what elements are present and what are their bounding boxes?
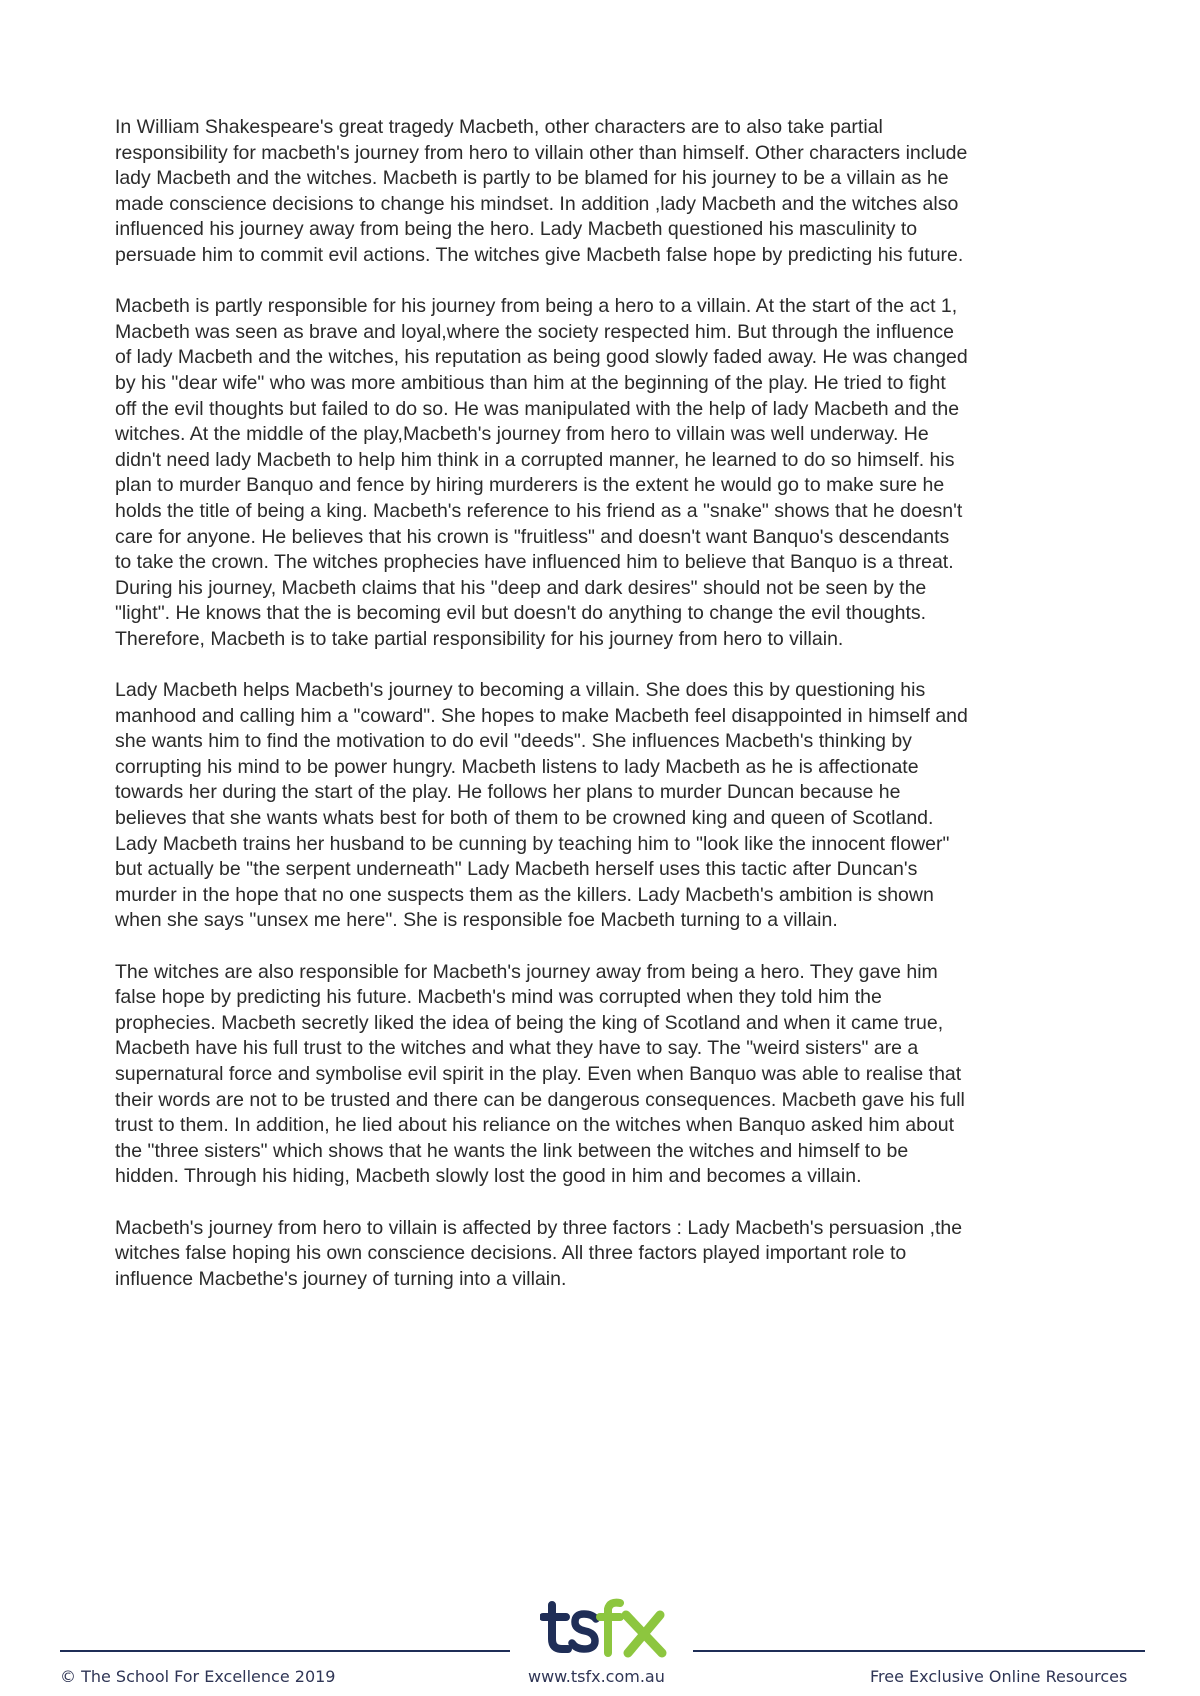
conclusion-paragraph: Macbeth's journey from hero to villain is affected by three factors : Lady Macbeth's persuasion ,the witches false hoping his own conscience decisions. All three factors played important role to influence Macbethe's journey of turning into a villain. bbox=[115, 1216, 963, 1290]
lady-macbeth-paragraph: Lady Macbeth helps Macbeth's journey to becoming a villain. She does this by questioning his manhood and calling him a "coward". She hopes to make Macbeth feel disappointed in himself and she wants him to find the motivation to do evil "deeds". She influences Macbeth's thinking by corrupting his mind to be power hungry. Macbeth listens to lady Macbeth as he is affectionate towards her during the start of the play. He follows her plans to murder Duncan because he believes that she wants whats best for both of them to be crowned king and queen of Scotland. Lady Macbeth trains her husband to be cunning by teaching him to "look like the innocent flower" but actually be "the serpent underneath" Lady Macbeth herself uses this tactic after Duncan's murder in the hope that no one suspects them as the killers. Lady Macbeth's ambition is shown when she says "unsex me here". She is responsible foe Macbeth turning to a villain. bbox=[115, 679, 968, 932]
witches-paragraph: The witches are also responsible for Macbeth's journey away from being a hero. They gave him false hope by predicting his future. Macbeth's mind was corrupted when they told him the prophecies. Macbeth secretly liked the idea of being the king of Scotland and when it came true, Macbeth have his full trust to the witches and what they have to say. The "weird sisters" are a supernatural force and symbolise evil spirit in the play. Even when Banquo was able to realise that their words are not to be trusted and there can be dangerous consequences. Macbeth gave his full trust to them. In addition, he lied about his reliance on the witches when Banquo asked him about the "three sisters" which shows that he wants the link between the witches and himself to be hidden. Through his hiding, Macbeth slowly lost the good in him and becomes a villain. bbox=[115, 960, 965, 1188]
page-footer bbox=[0, 1595, 1200, 1696]
website-link[interactable]: www.tsfx.com.au bbox=[528, 1667, 665, 1686]
footer-divider-left bbox=[60, 1650, 510, 1652]
resources-tagline: Free Exclusive Online Resources bbox=[870, 1667, 1128, 1686]
tsfx-logo bbox=[540, 1595, 670, 1661]
intro-paragraph: In William Shakespeare's great tragedy Macbeth, other characters are to also take partial responsibility for macbeth's journey from hero to villain other than himself. Other characters include lady Macbeth and the witches. Macbeth is partly to be blamed for his journey to be a villain as he made conscience decisions to change his mindset. In addition ,lady Macbeth and the witches also influenced his journey away from being the hero. Lady Macbeth questioned his masculinity to persuade him to commit evil actions. The witches give Macbeth false hope by predicting his future. bbox=[115, 116, 968, 266]
essay-body bbox=[115, 115, 1095, 1318]
macbeth-responsibility-paragraph: Macbeth is partly responsible for his journey from being a hero to a villain. At the start of the act 1, Macbeth was seen as brave and loyal,where the society respected him. But through the influence of lady Macbeth and the witches, his reputation as being good slowly faded away. He was changed by his "dear wife" who was more ambitious than him at the beginning of the play. He tried to fight off the evil thoughts but failed to do so. He was manipulated with the help of lady Macbeth and the witches. At the middle of the play,Macbeth's journey from hero to villain was well underway. He didn't need lady Macbeth to help him think in a corrupted manner, he learned to do so himself. his plan to murder Banquo and fence by hiring murderers is the extent he would go to make sure he holds the title of being a king. Macbeth's reference to his friend as a "snake" shows that he doesn't care for anyone. He believes that his crown is "fruitless" and doesn't want Banquo's descendants to take the crown. The witches prophecies have influenced him to believe that Banquo is a threat. During his journey, Macbeth claims that his "deep and dark desires" should not be seen by the "light". He knows that the is becoming evil but doesn't do anything to change the evil thoughts. Therefore, Macbeth is to take partial responsibility for his journey from hero to villain. bbox=[115, 295, 968, 650]
copyright-notice: © The School For Excellence 2019 bbox=[60, 1667, 336, 1686]
footer-divider-right bbox=[693, 1650, 1145, 1652]
